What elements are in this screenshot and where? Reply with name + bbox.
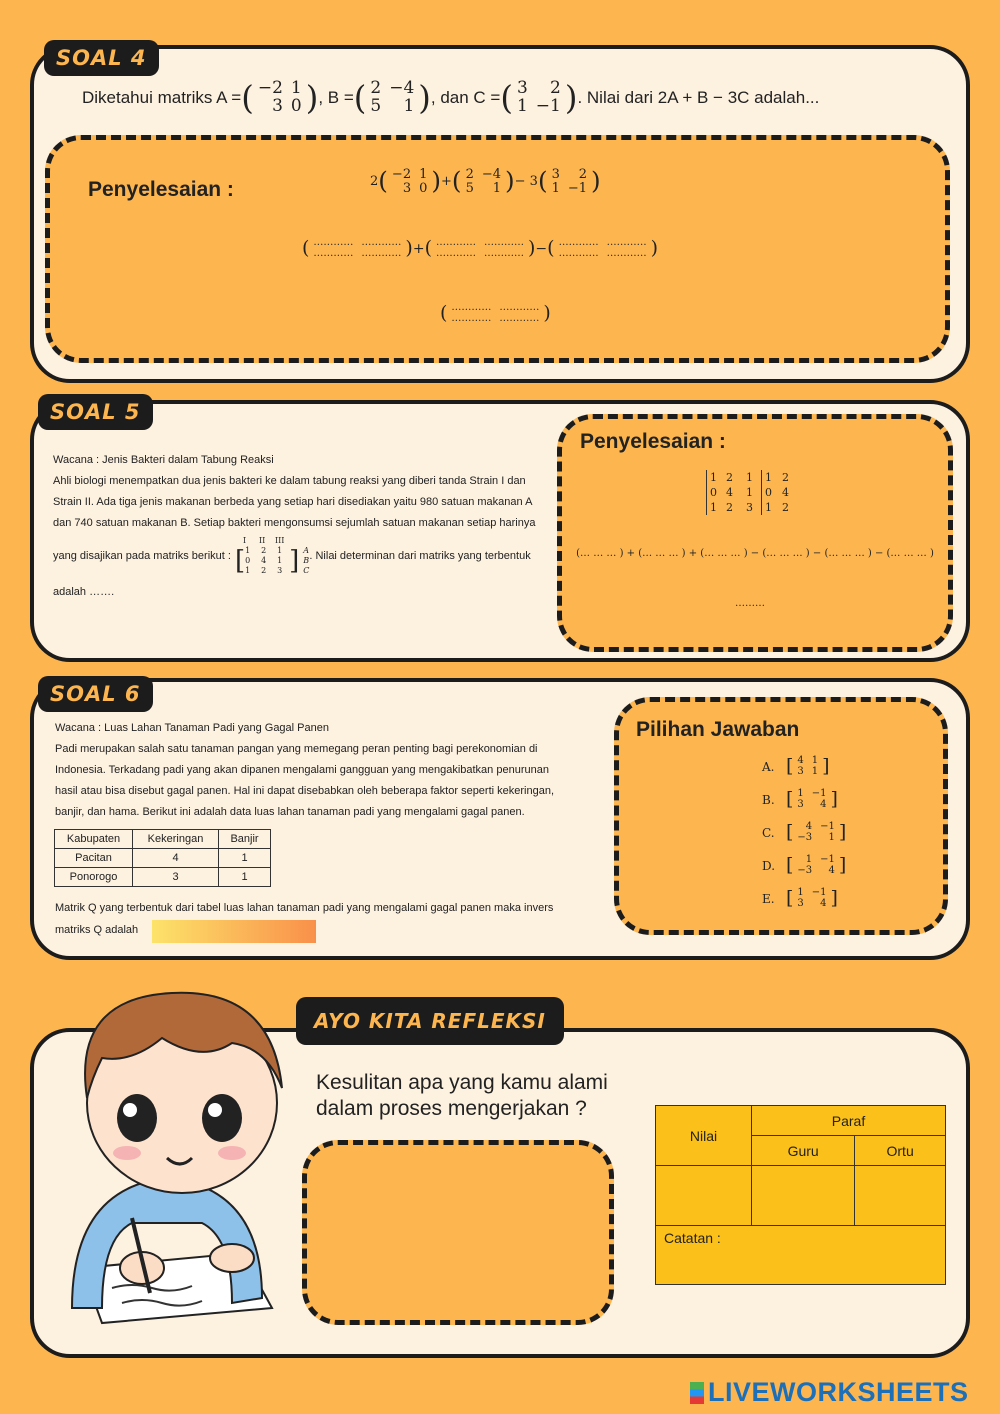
matrix-a: ( −2 1 3 0 ) [241,78,319,117]
option-e[interactable]: E. [ 1 −1 3 4 ] [762,887,838,909]
option-b[interactable]: B. [ 1 −1 3 4 ] [762,788,838,810]
guru-cell[interactable] [752,1166,855,1226]
soal5-text: Wacana : Jenis Bakteri dalam Tabung Reaksi Ahli biologi menempatkan dua jenis bakteri ke dalam tabung reaksi yang diberi tanda Strain I dan Strain II. Ada tiga jenis makanan berbeda yang setiap hari disediakan yaitu 980 satuan makanan A dan 740 satuan makanan B. Setiap bakteri mengonsumsi sejumlah satuan makanan setiap harinya yang disajikan pada matriks berikut : I II III [ 1 2 1 0 4 1 1 2 3 ] A B C . Nilai determinan dari matriks yang terbentuk adalah ……. [53,450,543,603]
soal4-question-prefix: Diketahui matriks A = [82,87,242,107]
soal5-tag: SOAL 5 [38,394,153,430]
soal4-sep-c: , dan C = [430,87,501,107]
soal6-options-label: Pilihan Jawaban [636,718,800,741]
soal4-tag: SOAL 4 [44,40,159,76]
soal5-det-line[interactable]: (… … … ) + (… … … ) + (… … … ) − (… … … ) − (… … … ) − (… … … ) [576,548,934,559]
refleksi-tag: AYO KITA REFLEKSI [296,997,564,1045]
soal5-sarrus: 1 2 1 1 2 0 4 1 0 4 1 2 3 1 2 [706,470,789,515]
option-d[interactable]: D. [ 1 −1 −3 4 ] [762,854,847,876]
soal5-wacana-title: Wacana : Jenis Bakteri dalam Tabung Reaksi [53,454,274,466]
catatan-label: Catatan : [664,1230,721,1246]
soal6-wacana-title: Wacana : Luas Lahan Tanaman Padi yang Gagal Panen [55,722,329,734]
soal4-expression: 2 ( −2 1 3 0 ) + ( 2 −4 5 1 ) − 3 ( 3 2 1 −1 ) [370,166,601,196]
catatan-cell[interactable] [656,1226,946,1285]
soal4-question [82,80,962,116]
soal6-question-1: Matrik Q yang terbentuk dari tabel luas lahan tanaman padi yang mengalami gagal panen maka invers [55,902,554,914]
guru-header: Guru [752,1136,855,1166]
matrix-c: ( 3 2 1 −1 ) [500,78,578,117]
option-c[interactable]: C. [ 4 −1 −3 1 ] [762,821,847,843]
soal4-question-suffix: . Nilai dari 2A + B − 3C adalah... [577,87,820,107]
soal6-question-2: matriks Q adalah [55,924,139,936]
soal4-blank-line-1[interactable]: ( ………… ………… ………… ………… ) + ( ………… ………… ………… ………… ) − ( ………… ………… ………… ………… ) [302,237,658,259]
refleksi-answer-box[interactable] [302,1140,614,1325]
liveworksheets-logo [690,1377,969,1408]
option-a[interactable]: A. [ 4 1 3 1 ] [762,755,830,777]
soal5-matrix: I II III [ 1 2 1 0 4 1 1 2 3 ] A B C [234,536,310,576]
boy-writing-illustration [32,968,302,1328]
matrix-b: ( 2 −4 5 1 ) [353,78,431,117]
soal4-blank-line-2[interactable]: ( ………… ………… ………… ………… ) [440,302,551,324]
soal6-answer-input[interactable] [152,920,316,943]
paraf-table [655,1105,946,1285]
soal4-solution-label: Penyelesaian : [88,178,234,201]
liveworksheets-logo-text: LIVEWORKSHEETS [708,1377,969,1407]
refleksi-question: Kesulitan apa yang kamu alami dalam proses mengerjakan ? [316,1071,608,1120]
nilai-header: Nilai [656,1106,752,1166]
soal6-text: Wacana : Luas Lahan Tanaman Padi yang Gagal Panen Padi merupakan salah satu tanaman pangan yang memegang peran penting bagi perekonomian di Indonesia. Terkadang padi yang akan dipanen mengalami gangguan yang mengakibatkan penurunan hasil atau bisa disebut gagal panen. Hal ini dapat disebabkan oleh beberapa faktor seperti kekeringan, banjir, dan hama. Berikut ini adalah data luas lahan tanaman padi yang mengalami gagal panen. [55,718,610,823]
soal5-det-result[interactable]: ……… [735,598,765,609]
soal6-data-table: Kabupaten Kekeringan Banjir Pacitan 4 1 Ponorogo 3 1 [54,829,271,887]
ortu-header: Ortu [855,1136,946,1166]
ortu-cell[interactable] [855,1166,946,1226]
soal6-tag: SOAL 6 [38,676,153,712]
paraf-header: Paraf [752,1106,946,1136]
liveworksheets-logo-icon [690,1382,704,1404]
nilai-cell[interactable] [656,1166,752,1226]
soal4-sep-b: , B = [318,87,354,107]
soal6-options [762,750,846,915]
soal5-solution-label: Penyelesaian : [580,430,726,453]
